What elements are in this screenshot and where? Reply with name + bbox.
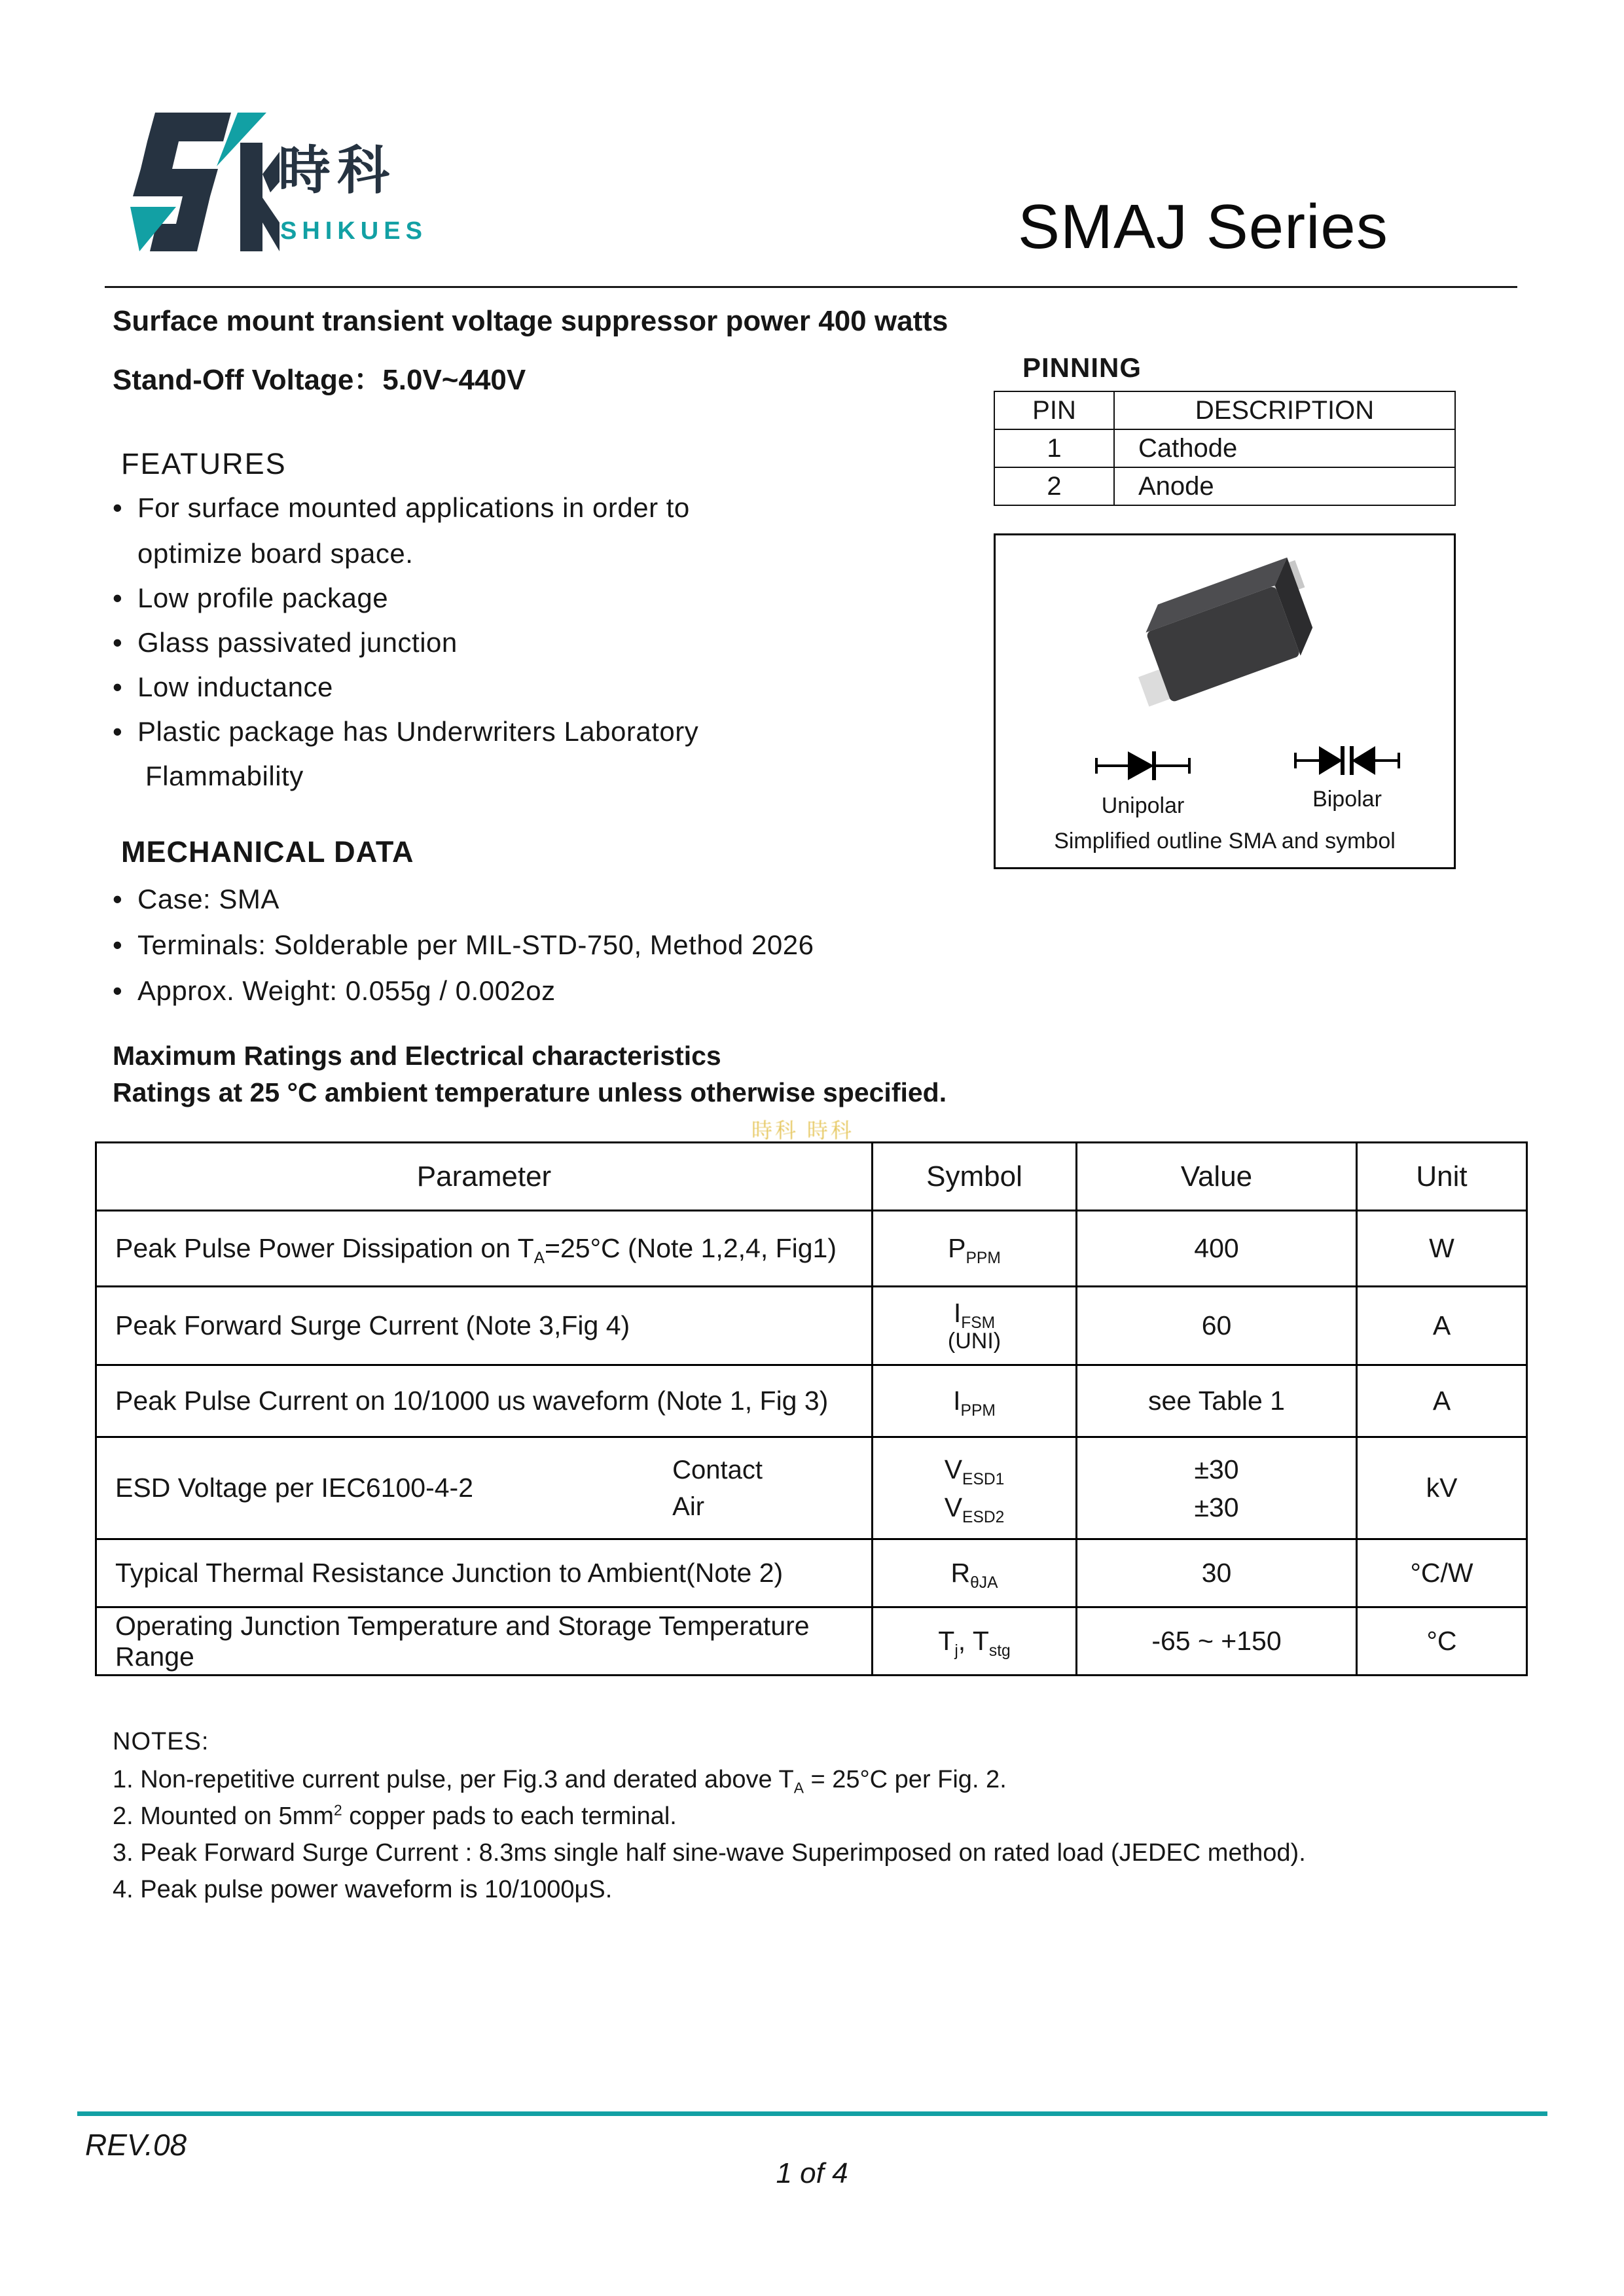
footer-divider [77, 2111, 1547, 2116]
feature-item: • Low inductance [113, 672, 333, 702]
header-symbol: Symbol [873, 1143, 1077, 1211]
shikues-logo-icon [121, 109, 280, 253]
unit-cell: kV [1357, 1437, 1527, 1539]
table-row [96, 1437, 1527, 1539]
outline-caption: Simplified outline SMA and symbol [1054, 829, 1396, 853]
feature-item-cont: optimize board space. [137, 538, 414, 569]
feature-item: • Low profile package [113, 583, 389, 613]
ratings-table [95, 1141, 1526, 1676]
param-cell: Peak Forward Surge Current (Note 3,Fig 4) [96, 1287, 873, 1365]
pin-description: Anode [1114, 467, 1455, 505]
header-divider [105, 286, 1517, 288]
features-heading: FEATURES [121, 447, 287, 480]
brand-name: SHIKUES [280, 217, 427, 245]
header-parameter: Parameter [96, 1143, 873, 1211]
watermark: 時科 時科 [751, 1119, 854, 1142]
pin-number: 2 [994, 467, 1114, 505]
product-summary: Surface mount transient voltage suppressor power 400 watts [113, 305, 948, 337]
note-1: 1. Non-repetitive current pulse, per Fig.3 and derated above $T_A = 25^\circ C$ per Fig. 2. [113, 1766, 1007, 1797]
value-cell: 60 [1077, 1287, 1357, 1365]
param-cell: Peak Pulse Power Dissipation on $T_A=25^\circ C$ (Note 1,2,4, Fig1) [96, 1211, 873, 1287]
feature-item-cont: Flammability [145, 761, 304, 791]
standoff-voltage: Stand-Off Voltage：5.0V~440V [113, 364, 526, 396]
bipolar-label: Bipolar [1312, 787, 1382, 812]
pinning-table [994, 391, 1454, 506]
page-number: 1 of 4 [776, 2157, 848, 2189]
table-row [96, 1211, 1527, 1287]
pin-col-header: PIN [994, 391, 1114, 429]
bipolar-diode-symbol [1291, 740, 1403, 781]
table-header-row [96, 1143, 1527, 1211]
param-cell: ESD Voltage per IEC6100-4-2 Contact Air [96, 1437, 873, 1539]
bullet-icon: • [113, 716, 123, 747]
ratings-title: Maximum Ratings and Electrical characteristics [113, 1041, 721, 1071]
feature-item: • Plastic package has Underwriters Laboratory [113, 716, 699, 747]
symbol-cell: $P_{PPM}$ [873, 1211, 1077, 1287]
unipolar-label: Unipolar [1101, 793, 1185, 818]
bullet-icon: • [113, 627, 123, 658]
bullet-icon: • [113, 975, 123, 1006]
unit-cell: W [1357, 1211, 1527, 1287]
bullet-icon: • [113, 583, 123, 613]
pin-description: Cathode [1114, 429, 1455, 467]
bullet-icon: • [113, 929, 123, 960]
symbol-cell: $V_{ESD1}$ $V_{ESD2}$ [873, 1437, 1077, 1539]
value-cell: -65 ~ +150 [1077, 1607, 1357, 1676]
symbol-cell: $T_j$, $T_{stg}$ [873, 1607, 1077, 1676]
unit-cell: A [1357, 1365, 1527, 1437]
table-row [994, 429, 1455, 467]
table-row [96, 1287, 1527, 1365]
value-cell: ±30 ±30 [1077, 1437, 1357, 1539]
ratings-subtitle: Ratings at 25 °C ambient temperature unless otherwise specified. [113, 1077, 947, 1107]
feature-item: • For surface mounted applications in order to [113, 492, 690, 523]
unit-cell: °C [1357, 1607, 1527, 1676]
mechanical-item: • Terminals: Solderable per MIL-STD-750, Method 2026 [113, 929, 814, 960]
mechanical-item: • Approx. Weight: 0.055g / 0.002oz [113, 975, 556, 1006]
unit-cell: A [1357, 1287, 1527, 1365]
value-cell: see Table 1 [1077, 1365, 1357, 1437]
package-outline-box [994, 533, 1456, 869]
brand-chinese: 時科 [278, 141, 396, 200]
note-2: 2. Mounted on $5mm^2$ copper pads to each terminal. [113, 1801, 677, 1830]
symbol-cell: $R_{\theta JA}$ [873, 1539, 1077, 1607]
table-row [994, 467, 1455, 505]
bullet-icon: • [113, 492, 123, 523]
bullet-icon: • [113, 884, 123, 914]
mechanical-item: • Case: SMA [113, 884, 280, 914]
page-title: SMAJ Series [1018, 192, 1388, 262]
desc-col-header: DESCRIPTION [1114, 391, 1455, 429]
table-row [96, 1365, 1527, 1437]
note-3: 3. Peak Forward Surge Current : 8.3ms single half sine-wave Superimposed on rated load (JEDEC method). [113, 1839, 1306, 1867]
unit-cell: °C/W [1357, 1539, 1527, 1607]
pin-number: 1 [994, 429, 1114, 467]
symbol-cell: $I_{FSM}$ (UNI) [873, 1287, 1077, 1365]
sma-package-illustration [1110, 546, 1339, 736]
header-value: Value [1077, 1143, 1357, 1211]
value-cell: 400 [1077, 1211, 1357, 1287]
table-row [96, 1607, 1527, 1676]
esd-conditions: Contact Air [672, 1455, 763, 1521]
param-cell: Peak Pulse Current on 10/1000 us waveform (Note 1, Fig 3) [96, 1365, 873, 1437]
table-row [96, 1539, 1527, 1607]
unipolar-diode-symbol [1092, 745, 1193, 787]
header-unit: Unit [1357, 1143, 1527, 1211]
bullet-icon: • [113, 672, 123, 702]
mechanical-heading: MECHANICAL DATA [121, 835, 414, 869]
symbol-cell: $I_{PPM}$ [873, 1365, 1077, 1437]
pinning-heading: PINNING [1022, 352, 1142, 383]
notes-heading: NOTES: [113, 1728, 209, 1755]
feature-item: • Glass passivated junction [113, 627, 458, 658]
value-cell: 30 [1077, 1539, 1357, 1607]
param-cell: Operating Junction Temperature and Storage Temperature Range [96, 1607, 873, 1676]
note-4: 4. Peak pulse power waveform is 10/1000μS. [113, 1876, 613, 1903]
param-cell: Typical Thermal Resistance Junction to Ambient(Note 2) [96, 1539, 873, 1607]
revision-label: REV.08 [85, 2128, 187, 2162]
